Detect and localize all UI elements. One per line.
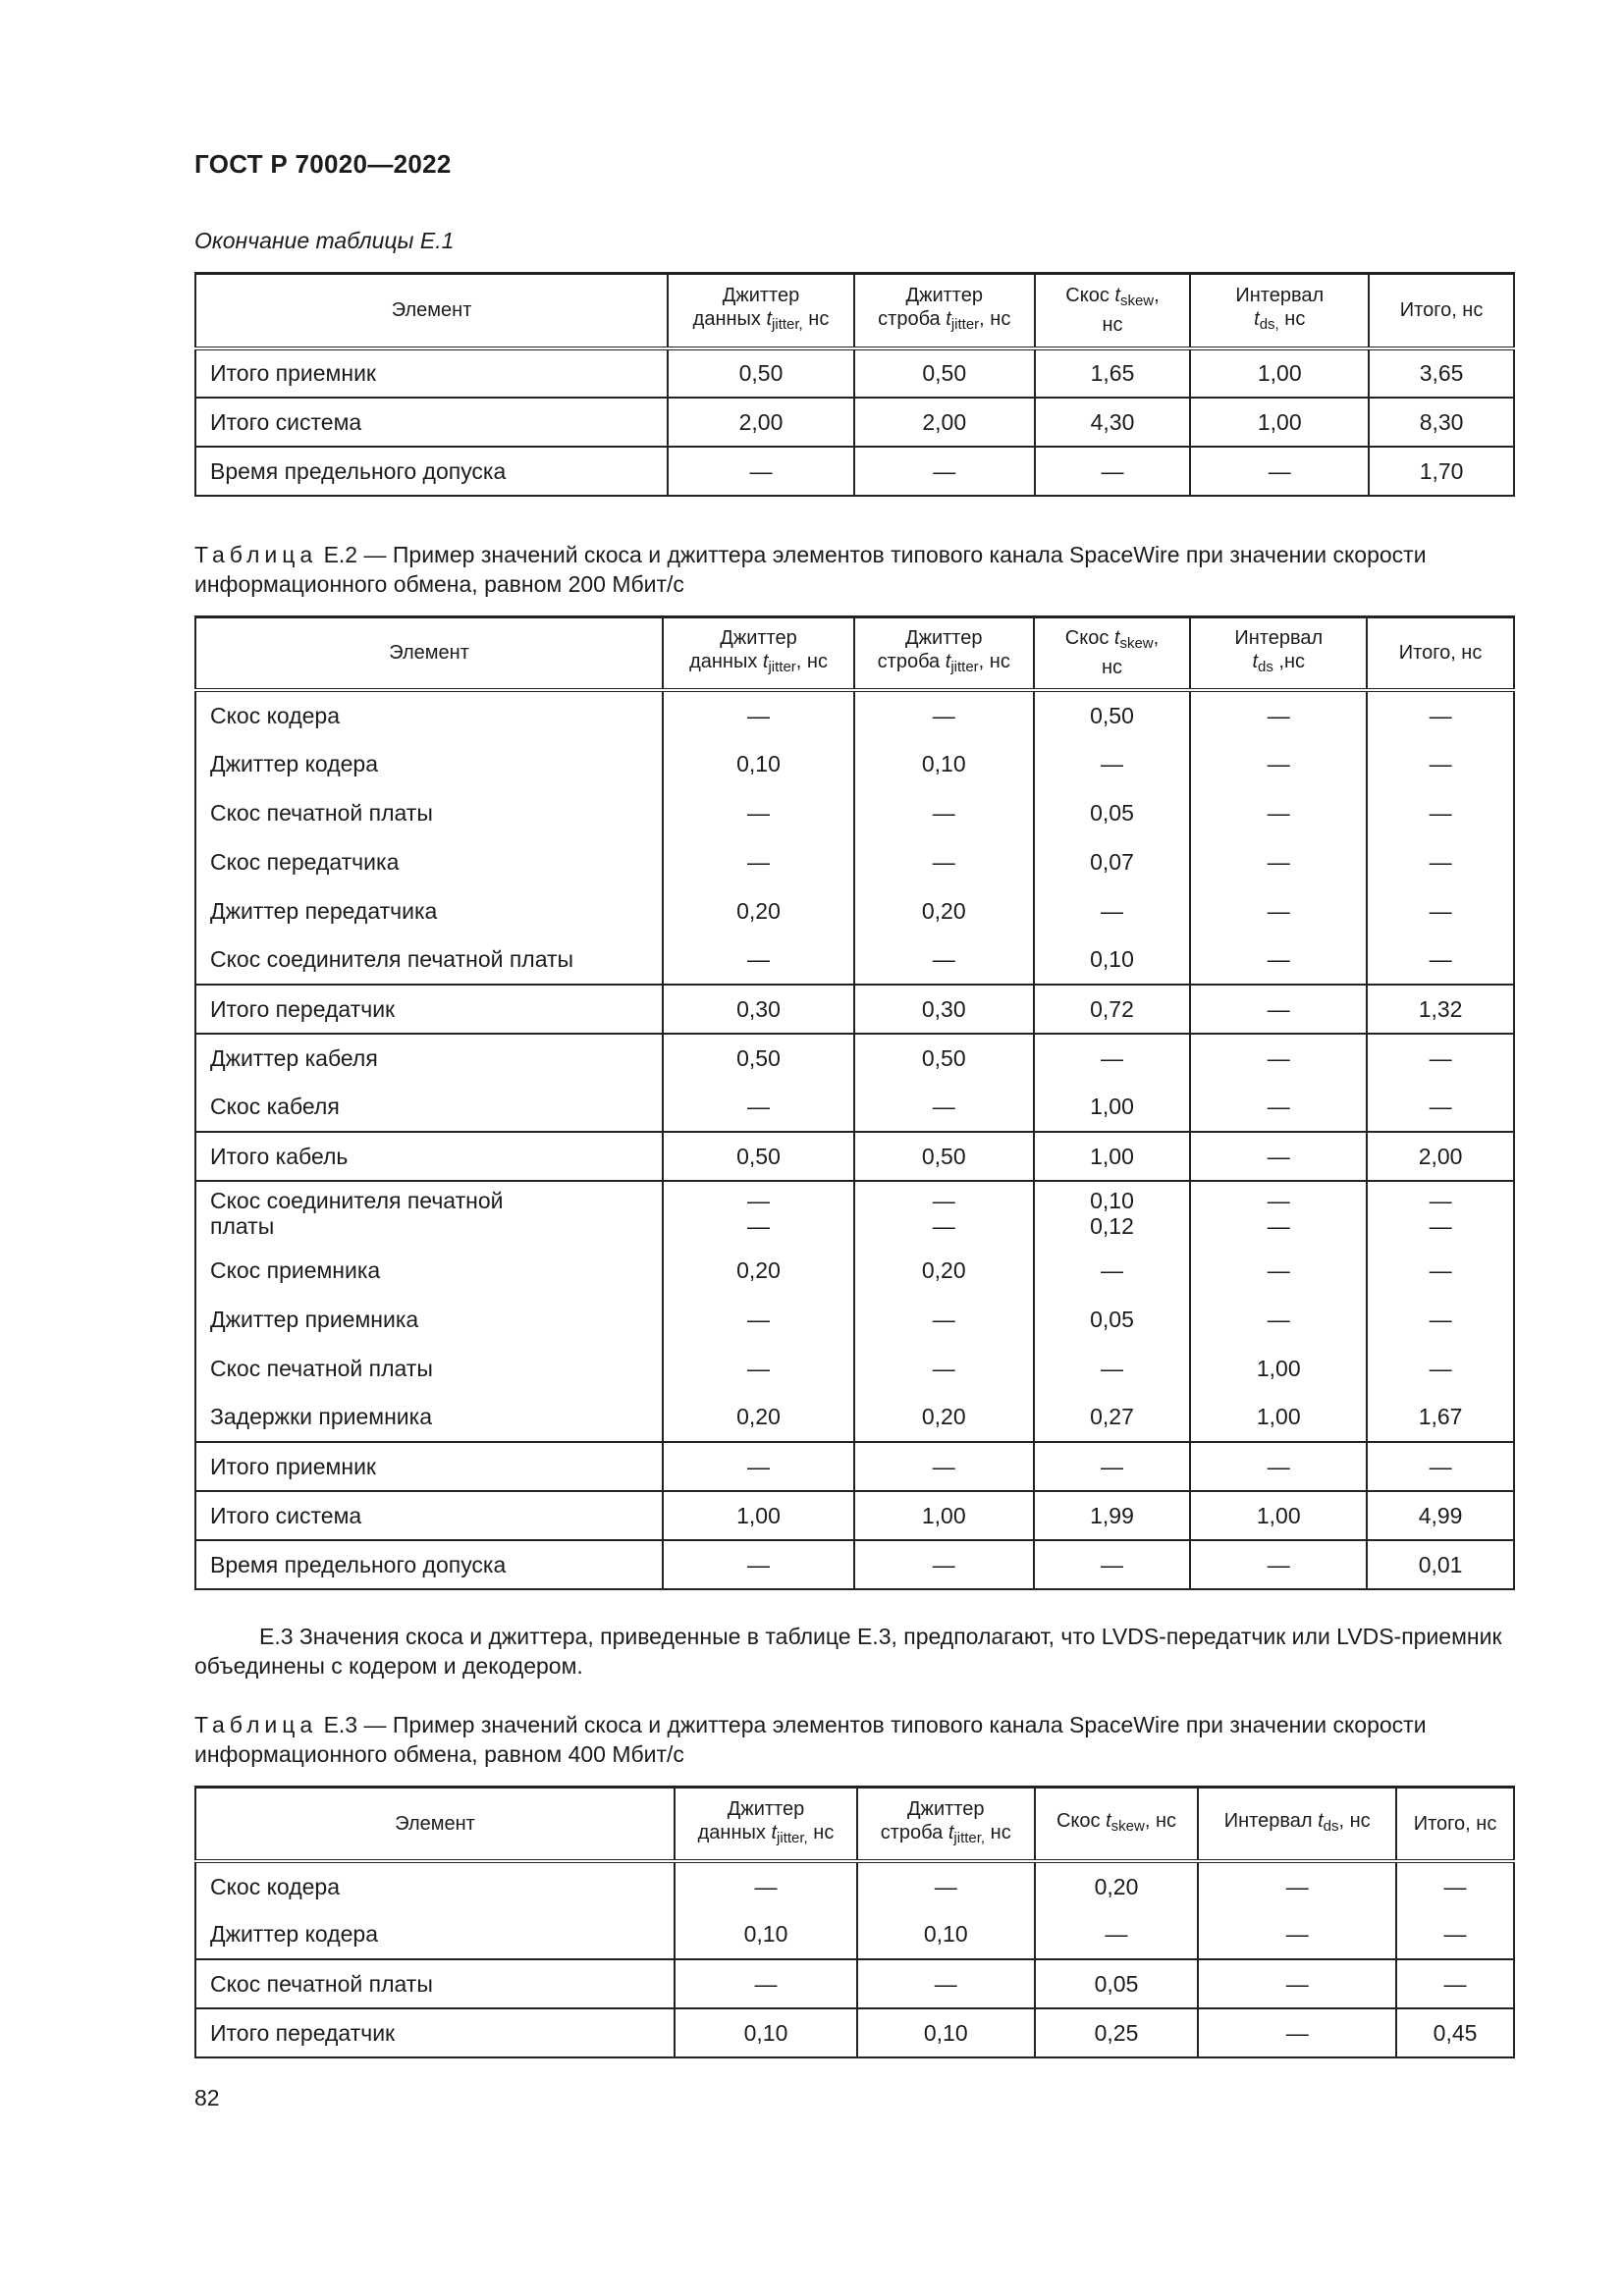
cell-total: 3,65 — [1369, 348, 1514, 398]
cell-skew: — — [1034, 1540, 1191, 1589]
cell-skew: 1,00 — [1034, 1132, 1191, 1181]
cell-element: Скос печатной платы — [195, 1959, 675, 2008]
cell-data-jitter: 0,20 — [663, 1246, 854, 1295]
table-row — [195, 398, 1514, 447]
cell-data-jitter: — — [663, 1083, 854, 1132]
column-header-data-jitter: Джиттер данных $t_{jitter,}$ нс — [675, 1788, 857, 1861]
cell-total: 0,45 — [1396, 2008, 1514, 2057]
cell-skew: 0,72 — [1034, 985, 1191, 1034]
cell-skew: 1,65 — [1035, 348, 1191, 398]
table-row — [195, 1910, 1514, 1959]
cell-skew: — — [1035, 447, 1191, 496]
cell-skew: 0,10 — [1034, 935, 1191, 985]
cell-skew: — — [1034, 1442, 1191, 1491]
cell-interval: 1,00 — [1190, 348, 1369, 398]
cell-element: Время предельного допуска — [195, 1540, 663, 1589]
cell-total: — — [1367, 837, 1514, 886]
cell-strobe-jitter: 0,10 — [857, 2008, 1035, 2057]
cell-skew: — — [1034, 739, 1191, 788]
cell-element: Джиттер кодера — [195, 739, 663, 788]
cell-skew: — — [1034, 1344, 1191, 1393]
cell-strobe-jitter: 2,00 — [854, 398, 1035, 447]
cell-interval: — — [1190, 1540, 1367, 1589]
table2 — [194, 615, 1515, 1590]
cell-strobe-jitter: 0,20 — [854, 1393, 1034, 1442]
cell-data-jitter: — — [663, 1344, 854, 1393]
cell-data-jitter: 2,00 — [668, 398, 854, 447]
cell-data-jitter: 0,50 — [668, 348, 854, 398]
column-header-skew: Скос $t_{skew}$, нс — [1035, 1788, 1199, 1861]
cell-skew: 1,99 — [1034, 1491, 1191, 1540]
cell-strobe-jitter: 0,10 — [854, 739, 1034, 788]
cell-data-jitter: — — [663, 1442, 854, 1491]
table-row — [195, 348, 1514, 398]
table-row — [195, 1959, 1514, 2008]
cell-skew: 4,30 — [1035, 398, 1191, 447]
cell-total: — — [1396, 1910, 1514, 1959]
table1-caption: Окончание таблицы Е.1 — [194, 228, 455, 253]
cell-data-jitter: — — [675, 1959, 857, 2008]
cell-interval: — — [1190, 1034, 1367, 1083]
cell-element: Скос кодера — [195, 690, 663, 739]
cell-strobe-jitter: — — [854, 447, 1035, 496]
cell-data-jitter: — — [663, 690, 854, 739]
column-header-strobe-jitter: Джиттер строба $t_{jitter}$, нс — [854, 617, 1034, 690]
cell-total: 1,70 — [1369, 447, 1514, 496]
table-row — [195, 1295, 1514, 1344]
cell-skew: — — [1034, 886, 1191, 935]
cell-interval: — — [1190, 1442, 1367, 1491]
cell-data-jitter: 0,10 — [675, 2008, 857, 2057]
cell-total: — — [1367, 690, 1514, 739]
column-header-total: Итого, нс — [1396, 1788, 1514, 1861]
cell-data-jitter: 0,20 — [663, 1393, 854, 1442]
cell-total: — — [1367, 1034, 1514, 1083]
cell-skew: — — [1034, 1034, 1191, 1083]
table-row — [195, 1083, 1514, 1132]
table-row — [195, 447, 1514, 496]
cell-total: — — [1396, 1861, 1514, 1910]
cell-interval: — — [1190, 886, 1367, 935]
cell-strobe-jitter: — — [854, 935, 1034, 985]
cell-interval: — — — [1190, 1181, 1367, 1246]
cell-element: Итого приемник — [195, 348, 668, 398]
table-row — [195, 1393, 1514, 1442]
cell-skew: 0,10 0,12 — [1034, 1181, 1191, 1246]
cell-interval: — — [1190, 935, 1367, 985]
table-row — [195, 2008, 1514, 2057]
cell-interval: — — [1198, 2008, 1396, 2057]
cell-element: Задержки приемника — [195, 1393, 663, 1442]
column-header-skew: Скос $t_{skew}$, нс — [1034, 617, 1191, 690]
cell-data-jitter: — — [668, 447, 854, 496]
cell-strobe-jitter: — — [854, 1295, 1034, 1344]
cell-interval: — — [1190, 837, 1367, 886]
cell-strobe-jitter: 0,10 — [857, 1910, 1035, 1959]
cell-skew: 0,20 — [1035, 1861, 1199, 1910]
table-row — [195, 1861, 1514, 1910]
cell-total: — — [1367, 788, 1514, 837]
cell-total: — — [1396, 1959, 1514, 2008]
cell-skew: 1,00 — [1034, 1083, 1191, 1132]
cell-strobe-jitter: — — [854, 1083, 1034, 1132]
cell-strobe-jitter: — — [854, 1540, 1034, 1589]
table1-header-row — [195, 274, 1514, 348]
cell-total: 1,67 — [1367, 1393, 1514, 1442]
cell-strobe-jitter: — — [854, 837, 1034, 886]
cell-element: Итого передатчик — [195, 2008, 675, 2057]
table3 — [194, 1786, 1515, 2058]
cell-interval: 1,00 — [1190, 1491, 1367, 1540]
cell-strobe-jitter: — — [857, 1861, 1035, 1910]
cell-interval: — — [1190, 1083, 1367, 1132]
cell-total: 8,30 — [1369, 398, 1514, 447]
cell-skew: 0,27 — [1034, 1393, 1191, 1442]
table-row — [195, 1132, 1514, 1181]
cell-element: Скос приемника — [195, 1246, 663, 1295]
cell-strobe-jitter: — — [854, 690, 1034, 739]
cell-element: Скос кодера — [195, 1861, 675, 1910]
cell-data-jitter: — — [663, 935, 854, 985]
cell-data-jitter: 0,10 — [663, 739, 854, 788]
cell-element: Итого система — [195, 398, 668, 447]
cell-interval: — — [1198, 1910, 1396, 1959]
cell-skew: 0,05 — [1034, 1295, 1191, 1344]
cell-element: Джиттер кабеля — [195, 1034, 663, 1083]
cell-interval: 1,00 — [1190, 1393, 1367, 1442]
column-header-strobe-jitter: Джиттер строба $t_{jitter,}$ нс — [857, 1788, 1035, 1861]
column-header-element: Элемент — [195, 1788, 675, 1861]
cell-element: Скос соединителя печатной платы — [195, 1181, 663, 1246]
cell-total: — — [1367, 739, 1514, 788]
table-row — [195, 739, 1514, 788]
cell-strobe-jitter: — — [854, 788, 1034, 837]
cell-element: Джиттер приемника — [195, 1295, 663, 1344]
cell-strobe-jitter: 1,00 — [854, 1491, 1034, 1540]
table3-header-row — [195, 1788, 1514, 1861]
cell-skew: 0,25 — [1035, 2008, 1199, 2057]
cell-element: Скос печатной платы — [195, 1344, 663, 1393]
cell-interval: — — [1198, 1959, 1396, 2008]
cell-data-jitter: 0,50 — [663, 1132, 854, 1181]
cell-strobe-jitter: 0,50 — [854, 1034, 1034, 1083]
paragraph-e3: Е.3 Значения скоса и джиттера, приведенные в таблице Е.3, предполагают, что LVDS-передатчик или LVDS-приемник объединены с кодером и декодером. — [194, 1624, 1502, 1679]
cell-element: Итого приемник — [195, 1442, 663, 1491]
cell-element: Скос печатной платы — [195, 788, 663, 837]
cell-total: — — [1367, 935, 1514, 985]
cell-interval: — — [1190, 447, 1369, 496]
cell-total: — — [1367, 1344, 1514, 1393]
cell-element: Итого кабель — [195, 1132, 663, 1181]
cell-total: 4,99 — [1367, 1491, 1514, 1540]
cell-data-jitter: 0,50 — [663, 1034, 854, 1083]
cell-element: Джиттер передатчика — [195, 886, 663, 935]
page-number: 82 — [194, 2085, 220, 2110]
column-header-element: Элемент — [195, 617, 663, 690]
cell-interval: — — [1190, 739, 1367, 788]
cell-data-jitter: — — — [663, 1181, 854, 1246]
table3-caption: Таблица Е.3 — Пример значений скоса и джиттера элементов типового канала SpaceWire при значении скорости информационного обмена, равном 400 Мбит/с — [194, 1712, 1427, 1767]
cell-element: Итого передатчик — [195, 985, 663, 1034]
cell-data-jitter: 0,30 — [663, 985, 854, 1034]
table2-header-row — [195, 617, 1514, 690]
cell-total: — — [1367, 1246, 1514, 1295]
cell-total: — — [1367, 1295, 1514, 1344]
cell-data-jitter: — — [663, 837, 854, 886]
cell-data-jitter: 0,10 — [675, 1910, 857, 1959]
table-row — [195, 935, 1514, 985]
column-header-interval: Интервал $t_{ds,}$ нс — [1190, 274, 1369, 348]
cell-strobe-jitter: — — [854, 1344, 1034, 1393]
column-header-interval: Интервал $t_{ds}$, нс — [1198, 1788, 1396, 1861]
cell-data-jitter: — — [663, 788, 854, 837]
cell-interval: — — [1198, 1861, 1396, 1910]
cell-strobe-jitter: — — [857, 1959, 1035, 2008]
cell-element: Джиттер кодера — [195, 1910, 675, 1959]
cell-strobe-jitter: 0,50 — [854, 1132, 1034, 1181]
cell-total: 2,00 — [1367, 1132, 1514, 1181]
column-header-interval: Интервал $t_{ds}$ ,нс — [1190, 617, 1367, 690]
column-header-total: Итого, нс — [1369, 274, 1514, 348]
cell-skew: — — [1035, 1910, 1199, 1959]
cell-skew: 0,07 — [1034, 837, 1191, 886]
table-row — [195, 788, 1514, 837]
cell-interval: — — [1190, 690, 1367, 739]
cell-interval: 1,00 — [1190, 1344, 1367, 1393]
cell-data-jitter: — — [663, 1540, 854, 1589]
cell-skew: 0,05 — [1035, 1959, 1199, 2008]
column-header-element: Элемент — [195, 274, 668, 348]
cell-strobe-jitter: 0,20 — [854, 886, 1034, 935]
cell-interval: — — [1190, 788, 1367, 837]
table-row — [195, 1246, 1514, 1295]
column-header-strobe-jitter: Джиттер строба $t_{jitter}$, нс — [854, 274, 1035, 348]
cell-skew: — — [1034, 1246, 1191, 1295]
cell-interval: — — [1190, 985, 1367, 1034]
table-row — [195, 837, 1514, 886]
cell-interval: — — [1190, 1246, 1367, 1295]
cell-strobe-jitter: — — — [854, 1181, 1034, 1246]
cell-total: 0,01 — [1367, 1540, 1514, 1589]
column-header-data-jitter: Джиттер данных $t_{jitter}$, нс — [663, 617, 854, 690]
page-header: ГОСТ Р 70020—2022 — [194, 149, 452, 179]
table2-caption: Таблица Е.2 — Пример значений скоса и джиттера элементов типового канала SpaceWire при значении скорости информационного обмена, равном 200 Мбит/с — [194, 542, 1427, 597]
table-row — [195, 1181, 1514, 1246]
table-row — [195, 1034, 1514, 1083]
cell-total: — — [1367, 1442, 1514, 1491]
table-row — [195, 1491, 1514, 1540]
table-row — [195, 985, 1514, 1034]
column-header-data-jitter: Джиттер данных $t_{jitter,}$ нс — [668, 274, 854, 348]
cell-strobe-jitter: 0,30 — [854, 985, 1034, 1034]
cell-interval: — — [1190, 1295, 1367, 1344]
cell-element: Скос кабеля — [195, 1083, 663, 1132]
cell-strobe-jitter: 0,20 — [854, 1246, 1034, 1295]
cell-data-jitter: — — [663, 1295, 854, 1344]
cell-strobe-jitter: 0,50 — [854, 348, 1035, 398]
table1 — [194, 272, 1515, 497]
table-row — [195, 690, 1514, 739]
cell-data-jitter: 0,20 — [663, 886, 854, 935]
table-row — [195, 1442, 1514, 1491]
cell-data-jitter: 1,00 — [663, 1491, 854, 1540]
column-header-skew: Скос $t_{skew}$, нс — [1035, 274, 1191, 348]
cell-data-jitter: — — [675, 1861, 857, 1910]
cell-interval: — — [1190, 1132, 1367, 1181]
cell-total: — — [1367, 886, 1514, 935]
table-row — [195, 886, 1514, 935]
cell-skew: 0,50 — [1034, 690, 1191, 739]
table-row — [195, 1540, 1514, 1589]
cell-element: Скос соединителя печатной платы — [195, 935, 663, 985]
table-row — [195, 1344, 1514, 1393]
column-header-total: Итого, нс — [1367, 617, 1514, 690]
cell-total: 1,32 — [1367, 985, 1514, 1034]
cell-total: — — — [1367, 1181, 1514, 1246]
cell-total: — — [1367, 1083, 1514, 1132]
cell-interval: 1,00 — [1190, 398, 1369, 447]
cell-element: Время предельного допуска — [195, 447, 668, 496]
cell-element: Итого система — [195, 1491, 663, 1540]
cell-element: Скос передатчика — [195, 837, 663, 886]
cell-skew: 0,05 — [1034, 788, 1191, 837]
cell-strobe-jitter: — — [854, 1442, 1034, 1491]
